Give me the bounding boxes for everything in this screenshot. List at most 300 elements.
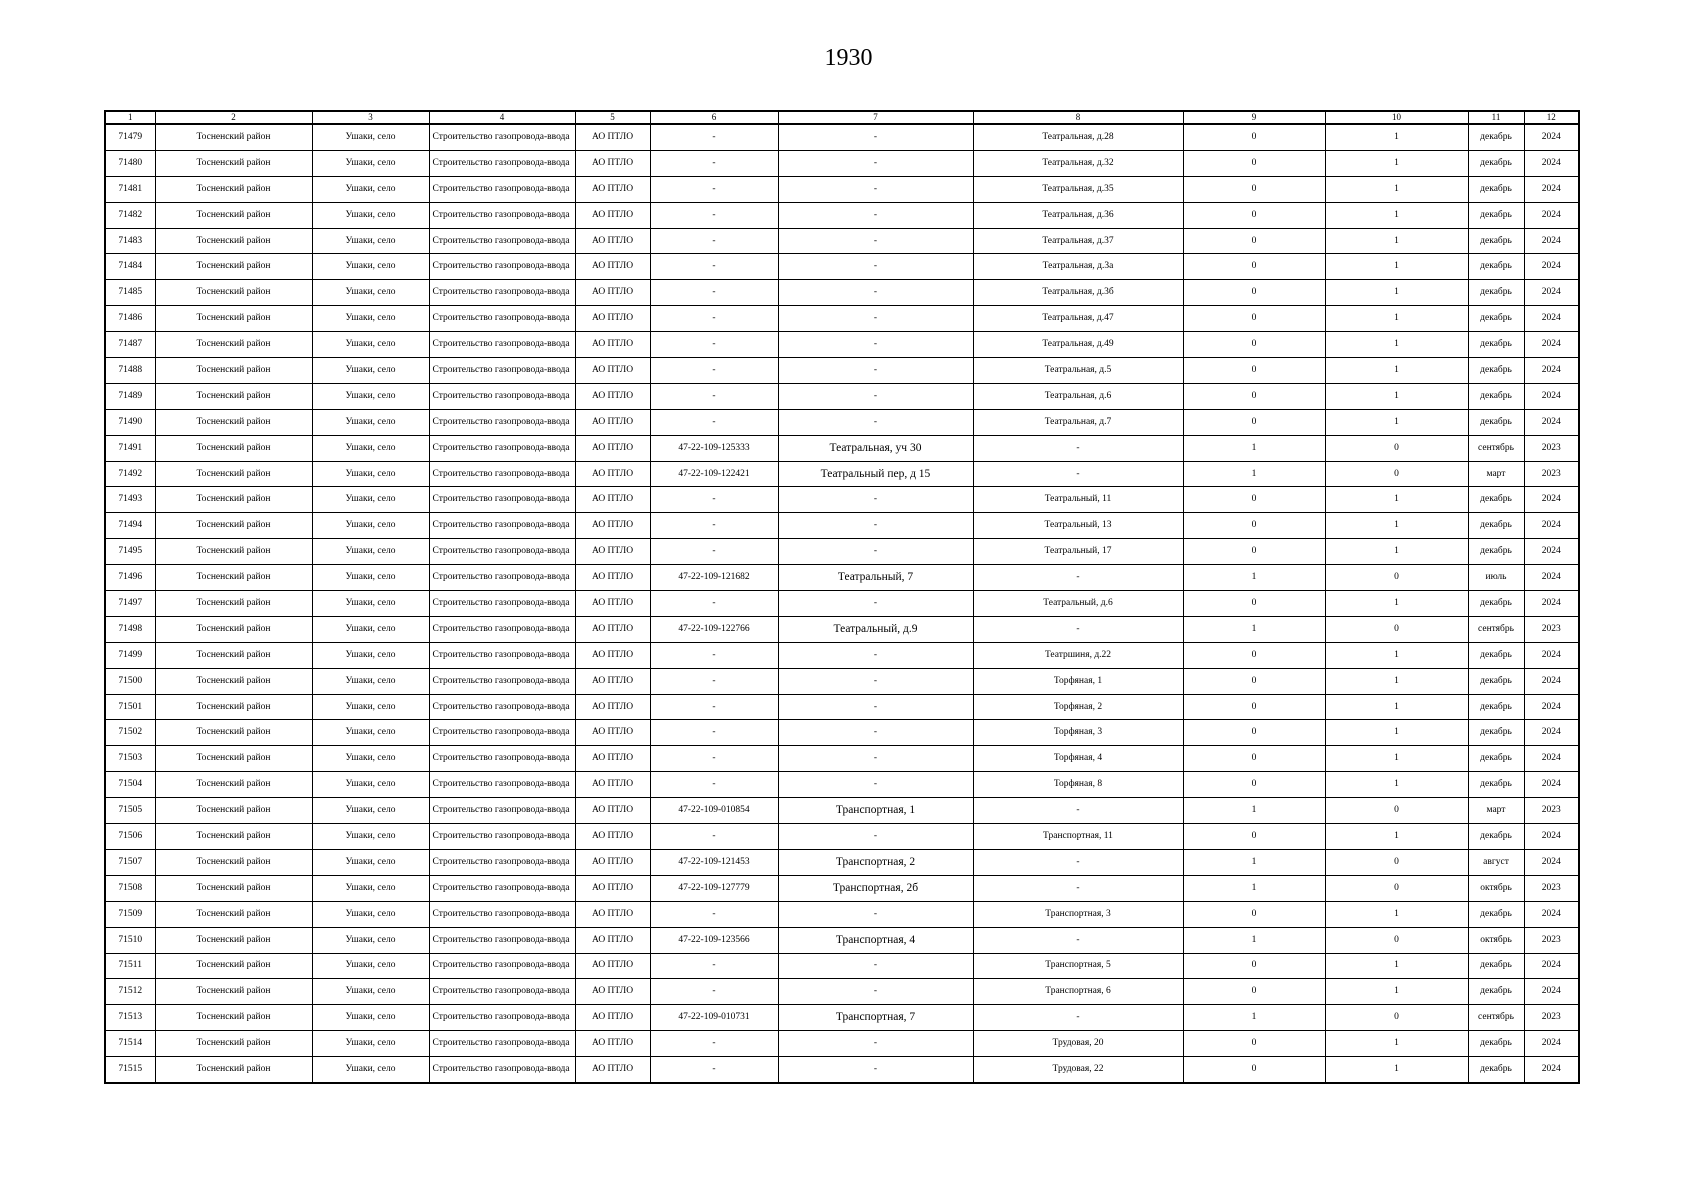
cell-col-10: 1 [1325, 176, 1468, 202]
cell-settlement: Ушаки, село [312, 979, 429, 1005]
cell-district: Тосненский район [155, 461, 312, 487]
cell-house-address: Трудовая, 22 [973, 1057, 1183, 1083]
cell-house-address: Торфяная, 1 [973, 668, 1183, 694]
table-row [105, 979, 1579, 1005]
table-row [105, 720, 1579, 746]
cell-record-id: 71505 [105, 798, 155, 824]
cell-object: Строительство газопровода-ввода [429, 1031, 575, 1057]
cell-cadastral-number: - [650, 409, 778, 435]
cell-house-address: Театральная, д.7 [973, 409, 1183, 435]
cell-month: декабрь [1468, 383, 1524, 409]
cell-col-10: 1 [1325, 228, 1468, 254]
cell-settlement: Ушаки, село [312, 306, 429, 332]
cell-month: декабрь [1468, 591, 1524, 617]
cell-settlement: Ушаки, село [312, 875, 429, 901]
cell-plot-address: - [778, 254, 973, 280]
cell-settlement: Ушаки, село [312, 461, 429, 487]
cell-col-9: 0 [1183, 953, 1325, 979]
column-header: 4 [429, 111, 575, 124]
cell-month: июль [1468, 565, 1524, 591]
cell-record-id: 71480 [105, 150, 155, 176]
cell-district: Тосненский район [155, 720, 312, 746]
table-row [105, 616, 1579, 642]
cell-record-id: 71509 [105, 901, 155, 927]
cell-col-9: 0 [1183, 642, 1325, 668]
table-row [105, 150, 1579, 176]
cell-settlement: Ушаки, село [312, 772, 429, 798]
cell-year: 2023 [1524, 875, 1579, 901]
cell-col-10: 1 [1325, 901, 1468, 927]
cell-cadastral-number: - [650, 513, 778, 539]
cell-settlement: Ушаки, село [312, 668, 429, 694]
cell-year: 2024 [1524, 513, 1579, 539]
cell-organization: АО ПТЛО [575, 901, 650, 927]
cell-organization: АО ПТЛО [575, 487, 650, 513]
cell-district: Тосненский район [155, 150, 312, 176]
cell-cadastral-number: - [650, 824, 778, 850]
cell-plot-address: - [778, 720, 973, 746]
cell-month: декабрь [1468, 332, 1524, 358]
cell-plot-address: - [778, 642, 973, 668]
cell-month: декабрь [1468, 901, 1524, 927]
cell-col-9: 0 [1183, 824, 1325, 850]
cell-record-id: 71483 [105, 228, 155, 254]
cell-col-10: 1 [1325, 280, 1468, 306]
cell-house-address: Театральная, д.28 [973, 124, 1183, 150]
cell-district: Тосненский район [155, 306, 312, 332]
cell-plot-address: - [778, 176, 973, 202]
cell-cadastral-number: - [650, 228, 778, 254]
cell-month: март [1468, 798, 1524, 824]
cell-year: 2024 [1524, 332, 1579, 358]
cell-col-9: 0 [1183, 720, 1325, 746]
cell-organization: АО ПТЛО [575, 358, 650, 384]
cell-object: Строительство газопровода-ввода [429, 332, 575, 358]
cell-object: Строительство газопровода-ввода [429, 306, 575, 332]
cell-col-9: 0 [1183, 979, 1325, 1005]
cell-district: Тосненский район [155, 435, 312, 461]
cell-object: Строительство газопровода-ввода [429, 720, 575, 746]
cell-settlement: Ушаки, село [312, 150, 429, 176]
cell-settlement: Ушаки, село [312, 202, 429, 228]
cell-plot-address: - [778, 513, 973, 539]
cell-record-id: 71491 [105, 435, 155, 461]
cell-col-9: 0 [1183, 358, 1325, 384]
cell-house-address: - [973, 1005, 1183, 1031]
cell-district: Тосненский район [155, 616, 312, 642]
cell-plot-address: - [778, 1031, 973, 1057]
cell-year: 2024 [1524, 901, 1579, 927]
cell-month: декабрь [1468, 358, 1524, 384]
column-header: 2 [155, 111, 312, 124]
table-row [105, 668, 1579, 694]
cell-month: декабрь [1468, 254, 1524, 280]
cell-house-address: Театршиня, д.22 [973, 642, 1183, 668]
cell-plot-address: Театральный, 7 [778, 565, 973, 591]
cell-settlement: Ушаки, село [312, 565, 429, 591]
cell-month: декабрь [1468, 513, 1524, 539]
column-header: 10 [1325, 111, 1468, 124]
cell-col-10: 1 [1325, 1057, 1468, 1083]
cell-plot-address: Транспортная, 1 [778, 798, 973, 824]
cell-col-9: 0 [1183, 254, 1325, 280]
cell-organization: АО ПТЛО [575, 979, 650, 1005]
cell-district: Тосненский район [155, 487, 312, 513]
cell-district: Тосненский район [155, 901, 312, 927]
cell-record-id: 71497 [105, 591, 155, 617]
cell-district: Тосненский район [155, 539, 312, 565]
cell-organization: АО ПТЛО [575, 565, 650, 591]
cell-object: Строительство газопровода-ввода [429, 358, 575, 384]
cell-settlement: Ушаки, село [312, 642, 429, 668]
cell-organization: АО ПТЛО [575, 409, 650, 435]
cell-cadastral-number: - [650, 306, 778, 332]
cell-district: Тосненский район [155, 875, 312, 901]
cell-settlement: Ушаки, село [312, 409, 429, 435]
cell-col-10: 0 [1325, 927, 1468, 953]
cell-record-id: 71513 [105, 1005, 155, 1031]
cell-settlement: Ушаки, село [312, 591, 429, 617]
cell-year: 2023 [1524, 616, 1579, 642]
cell-record-id: 71492 [105, 461, 155, 487]
cell-col-9: 0 [1183, 280, 1325, 306]
cell-plot-address: - [778, 332, 973, 358]
cell-col-10: 1 [1325, 124, 1468, 150]
cell-plot-address: - [778, 1057, 973, 1083]
cell-month: декабрь [1468, 228, 1524, 254]
cell-col-10: 0 [1325, 461, 1468, 487]
cell-year: 2024 [1524, 720, 1579, 746]
cell-col-10: 1 [1325, 513, 1468, 539]
column-header: 12 [1524, 111, 1579, 124]
cell-cadastral-number: - [650, 694, 778, 720]
cell-col-10: 1 [1325, 591, 1468, 617]
cell-year: 2023 [1524, 798, 1579, 824]
cell-organization: АО ПТЛО [575, 1005, 650, 1031]
cell-house-address: Торфяная, 2 [973, 694, 1183, 720]
cell-object: Строительство газопровода-ввода [429, 1057, 575, 1083]
cell-record-id: 71501 [105, 694, 155, 720]
cell-cadastral-number: - [650, 642, 778, 668]
cell-cadastral-number: - [650, 979, 778, 1005]
cell-record-id: 71515 [105, 1057, 155, 1083]
cell-object: Строительство газопровода-ввода [429, 591, 575, 617]
cell-col-9: 1 [1183, 927, 1325, 953]
cell-house-address: Театральная, д.3а [973, 254, 1183, 280]
cell-col-9: 0 [1183, 202, 1325, 228]
cell-organization: АО ПТЛО [575, 591, 650, 617]
cell-year: 2024 [1524, 202, 1579, 228]
cell-col-10: 1 [1325, 720, 1468, 746]
table-row [105, 1005, 1579, 1031]
cell-record-id: 71493 [105, 487, 155, 513]
cell-object: Строительство газопровода-ввода [429, 124, 575, 150]
cell-house-address: - [973, 435, 1183, 461]
cell-plot-address: Транспортная, 4 [778, 927, 973, 953]
cell-record-id: 71496 [105, 565, 155, 591]
table-row [105, 901, 1579, 927]
cell-plot-address: - [778, 746, 973, 772]
table-row [105, 383, 1579, 409]
cell-record-id: 71494 [105, 513, 155, 539]
cell-district: Тосненский район [155, 280, 312, 306]
cell-settlement: Ушаки, село [312, 953, 429, 979]
cell-record-id: 71507 [105, 849, 155, 875]
cell-month: декабрь [1468, 176, 1524, 202]
cell-plot-address: - [778, 694, 973, 720]
cell-year: 2024 [1524, 176, 1579, 202]
cell-cadastral-number: - [650, 746, 778, 772]
table-row [105, 1031, 1579, 1057]
cell-object: Строительство газопровода-ввода [429, 202, 575, 228]
cell-year: 2024 [1524, 694, 1579, 720]
cell-record-id: 71499 [105, 642, 155, 668]
header-row [105, 111, 1579, 124]
cell-organization: АО ПТЛО [575, 1031, 650, 1057]
cell-house-address: Театральная, д.37 [973, 228, 1183, 254]
cell-col-9: 1 [1183, 798, 1325, 824]
cell-house-address: Театральный, д.6 [973, 591, 1183, 617]
table-row [105, 798, 1579, 824]
cell-month: сентябрь [1468, 1005, 1524, 1031]
cell-col-9: 0 [1183, 383, 1325, 409]
cell-settlement: Ушаки, село [312, 383, 429, 409]
cell-settlement: Ушаки, село [312, 358, 429, 384]
cell-object: Строительство газопровода-ввода [429, 228, 575, 254]
cell-col-10: 1 [1325, 539, 1468, 565]
table-row [105, 254, 1579, 280]
cell-organization: АО ПТЛО [575, 461, 650, 487]
cell-house-address: Торфяная, 4 [973, 746, 1183, 772]
table-row [105, 694, 1579, 720]
cell-col-10: 1 [1325, 409, 1468, 435]
cell-col-10: 1 [1325, 202, 1468, 228]
cell-year: 2023 [1524, 927, 1579, 953]
cell-month: март [1468, 461, 1524, 487]
table-row [105, 875, 1579, 901]
cell-organization: АО ПТЛО [575, 176, 650, 202]
table-row [105, 409, 1579, 435]
cell-plot-address: Транспортная, 2б [778, 875, 973, 901]
cell-settlement: Ушаки, село [312, 616, 429, 642]
cell-organization: АО ПТЛО [575, 435, 650, 461]
cell-plot-address: - [778, 124, 973, 150]
cell-col-10: 1 [1325, 358, 1468, 384]
cell-cadastral-number: - [650, 539, 778, 565]
cell-house-address: Театральный, 17 [973, 539, 1183, 565]
cell-col-9: 0 [1183, 228, 1325, 254]
cell-plot-address: Театральный, д.9 [778, 616, 973, 642]
cell-year: 2024 [1524, 642, 1579, 668]
cell-organization: АО ПТЛО [575, 927, 650, 953]
cell-col-9: 0 [1183, 1031, 1325, 1057]
cell-settlement: Ушаки, село [312, 539, 429, 565]
cell-col-9: 0 [1183, 772, 1325, 798]
cell-record-id: 71511 [105, 953, 155, 979]
cell-year: 2024 [1524, 539, 1579, 565]
cell-record-id: 71490 [105, 409, 155, 435]
cell-record-id: 71479 [105, 124, 155, 150]
cell-month: декабрь [1468, 306, 1524, 332]
cell-cadastral-number: 47-22-109-127779 [650, 875, 778, 901]
cell-district: Тосненский район [155, 124, 312, 150]
cell-organization: АО ПТЛО [575, 228, 650, 254]
cell-plot-address: Театральная, уч 30 [778, 435, 973, 461]
cell-cadastral-number: 47-22-109-121453 [650, 849, 778, 875]
cell-district: Тосненский район [155, 746, 312, 772]
cell-settlement: Ушаки, село [312, 435, 429, 461]
cell-col-9: 1 [1183, 1005, 1325, 1031]
cell-col-9: 1 [1183, 875, 1325, 901]
cell-plot-address: - [778, 383, 973, 409]
cell-settlement: Ушаки, село [312, 694, 429, 720]
cell-cadastral-number: - [650, 358, 778, 384]
table-body [105, 124, 1579, 1083]
cell-settlement: Ушаки, село [312, 1057, 429, 1083]
cell-cadastral-number: 47-22-109-122766 [650, 616, 778, 642]
cell-settlement: Ушаки, село [312, 1005, 429, 1031]
cell-organization: АО ПТЛО [575, 254, 650, 280]
cell-district: Тосненский район [155, 798, 312, 824]
cell-object: Строительство газопровода-ввода [429, 254, 575, 280]
cell-cadastral-number: 47-22-109-010731 [650, 1005, 778, 1031]
cell-house-address: Транспортная, 11 [973, 824, 1183, 850]
cell-object: Строительство газопровода-ввода [429, 565, 575, 591]
table-row [105, 539, 1579, 565]
cell-col-9: 0 [1183, 901, 1325, 927]
cell-plot-address: - [778, 306, 973, 332]
cell-col-9: 0 [1183, 1057, 1325, 1083]
cell-col-9: 1 [1183, 435, 1325, 461]
cell-col-10: 0 [1325, 616, 1468, 642]
cell-record-id: 71487 [105, 332, 155, 358]
cell-cadastral-number: 47-22-109-121682 [650, 565, 778, 591]
cell-col-9: 0 [1183, 409, 1325, 435]
cell-year: 2024 [1524, 150, 1579, 176]
cell-year: 2024 [1524, 228, 1579, 254]
cell-object: Строительство газопровода-ввода [429, 176, 575, 202]
cell-month: декабрь [1468, 953, 1524, 979]
cell-year: 2024 [1524, 668, 1579, 694]
cell-cadastral-number: - [650, 254, 778, 280]
cell-organization: АО ПТЛО [575, 824, 650, 850]
cell-plot-address: - [778, 280, 973, 306]
cell-object: Строительство газопровода-ввода [429, 901, 575, 927]
table-row [105, 176, 1579, 202]
cell-year: 2024 [1524, 849, 1579, 875]
cell-house-address: Театральная, д.35 [973, 176, 1183, 202]
cell-cadastral-number: - [650, 901, 778, 927]
column-header: 8 [973, 111, 1183, 124]
cell-col-9: 0 [1183, 746, 1325, 772]
cell-plot-address: - [778, 824, 973, 850]
cell-house-address: Театральный, 13 [973, 513, 1183, 539]
cell-house-address: - [973, 565, 1183, 591]
column-header: 1 [105, 111, 155, 124]
cell-district: Тосненский район [155, 1005, 312, 1031]
cell-organization: АО ПТЛО [575, 720, 650, 746]
cell-cadastral-number: - [650, 150, 778, 176]
cell-organization: АО ПТЛО [575, 124, 650, 150]
cell-organization: АО ПТЛО [575, 332, 650, 358]
cell-col-10: 0 [1325, 565, 1468, 591]
cell-month: август [1468, 849, 1524, 875]
cell-col-9: 0 [1183, 513, 1325, 539]
cell-cadastral-number: 47-22-109-122421 [650, 461, 778, 487]
cell-col-9: 0 [1183, 332, 1325, 358]
cell-settlement: Ушаки, село [312, 824, 429, 850]
cell-month: декабрь [1468, 772, 1524, 798]
cell-month: декабрь [1468, 824, 1524, 850]
cell-district: Тосненский район [155, 332, 312, 358]
cell-year: 2024 [1524, 383, 1579, 409]
cell-organization: АО ПТЛО [575, 798, 650, 824]
cell-col-9: 0 [1183, 150, 1325, 176]
cell-col-9: 0 [1183, 539, 1325, 565]
cell-col-10: 1 [1325, 746, 1468, 772]
cell-house-address: Театральная, д.6 [973, 383, 1183, 409]
cell-col-10: 0 [1325, 435, 1468, 461]
cell-record-id: 71489 [105, 383, 155, 409]
cell-year: 2024 [1524, 979, 1579, 1005]
cell-cadastral-number: 47-22-109-123566 [650, 927, 778, 953]
cell-plot-address: Театральный пер, д 15 [778, 461, 973, 487]
cell-plot-address: - [778, 409, 973, 435]
cell-district: Тосненский район [155, 849, 312, 875]
cell-record-id: 71504 [105, 772, 155, 798]
cell-col-10: 1 [1325, 979, 1468, 1005]
cell-district: Тосненский район [155, 824, 312, 850]
cell-object: Строительство газопровода-ввода [429, 746, 575, 772]
cell-record-id: 71486 [105, 306, 155, 332]
cell-plot-address: - [778, 202, 973, 228]
column-header: 11 [1468, 111, 1524, 124]
cell-col-9: 1 [1183, 616, 1325, 642]
cell-col-10: 1 [1325, 694, 1468, 720]
cell-district: Тосненский район [155, 1057, 312, 1083]
cell-cadastral-number: - [650, 332, 778, 358]
cell-house-address: Театральная, д.49 [973, 332, 1183, 358]
cell-col-10: 1 [1325, 642, 1468, 668]
cell-settlement: Ушаки, село [312, 176, 429, 202]
cell-cadastral-number: - [650, 176, 778, 202]
cell-object: Строительство газопровода-ввода [429, 875, 575, 901]
cell-settlement: Ушаки, село [312, 798, 429, 824]
cell-month: декабрь [1468, 150, 1524, 176]
cell-settlement: Ушаки, село [312, 720, 429, 746]
cell-house-address: Трудовая, 20 [973, 1031, 1183, 1057]
cell-col-10: 0 [1325, 875, 1468, 901]
cell-organization: АО ПТЛО [575, 280, 650, 306]
cell-organization: АО ПТЛО [575, 383, 650, 409]
table-row [105, 772, 1579, 798]
cell-settlement: Ушаки, село [312, 332, 429, 358]
cell-cadastral-number: - [650, 1031, 778, 1057]
cell-organization: АО ПТЛО [575, 306, 650, 332]
cell-col-9: 0 [1183, 306, 1325, 332]
cell-month: декабрь [1468, 280, 1524, 306]
cell-object: Строительство газопровода-ввода [429, 383, 575, 409]
cell-district: Тосненский район [155, 176, 312, 202]
cell-year: 2024 [1524, 254, 1579, 280]
cell-organization: АО ПТЛО [575, 875, 650, 901]
cell-col-10: 1 [1325, 824, 1468, 850]
cell-year: 2024 [1524, 772, 1579, 798]
cell-month: декабрь [1468, 487, 1524, 513]
cell-record-id: 71482 [105, 202, 155, 228]
cell-plot-address: - [778, 487, 973, 513]
cell-year: 2024 [1524, 124, 1579, 150]
